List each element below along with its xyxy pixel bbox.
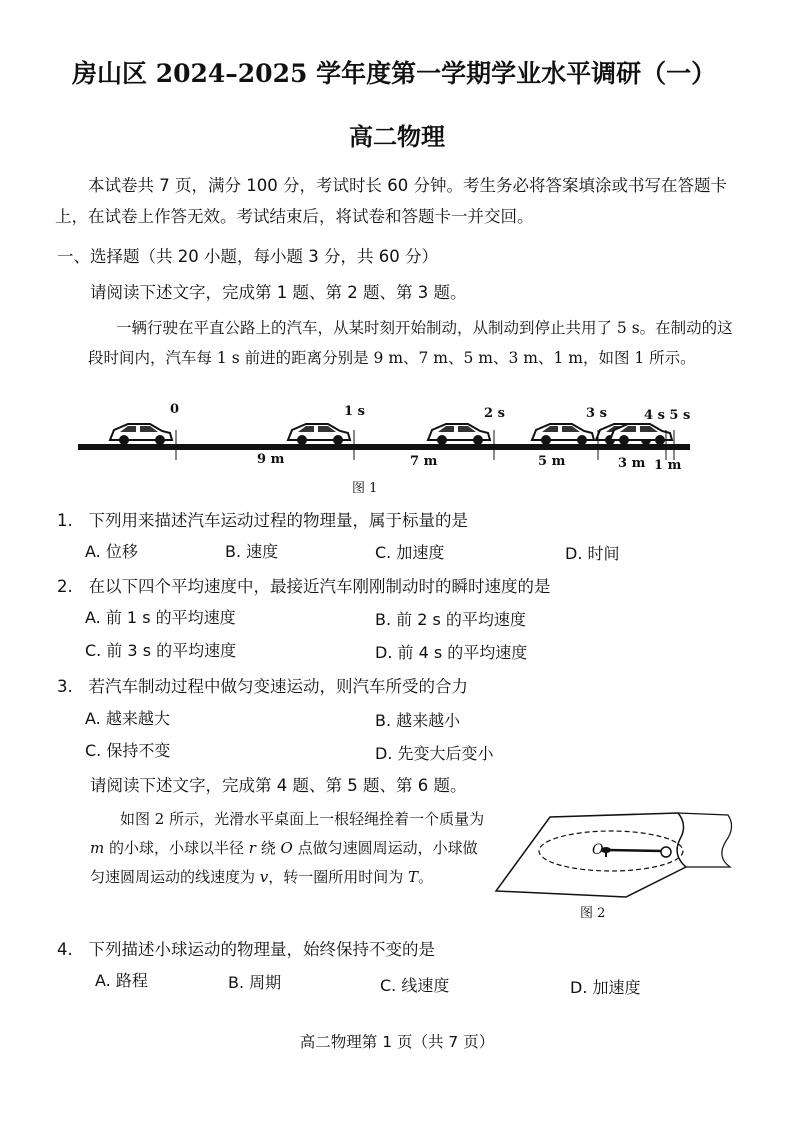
figure-2-diagram <box>488 805 738 900</box>
exam-title: 房山区 2024–2025 学年度第一学期学业水平调研（一） <box>72 59 717 88</box>
passage-1: 一辆行驶在平直公路上的汽车，从某时刻开始制动，从制动到停止共用了 5 s。在制动的这段时间内，汽车每 1 s 前进的距离分别是 9 m、7 m、5 m、3 m、1 m，如图 1 所示。 <box>88 319 733 367</box>
question-stem: 若汽车制动过程中做匀变速运动，则汽车所受的合力 <box>88 677 468 696</box>
car-3-icon <box>532 424 594 445</box>
ball <box>661 847 671 857</box>
var-T: T <box>408 868 419 886</box>
question-2 <box>57 573 551 597</box>
question-number: 1. <box>57 511 73 530</box>
passage-2 <box>90 805 490 892</box>
figure-2-caption: 图 2 <box>580 906 606 921</box>
exam-instructions: 本试卷共 7 页，满分 100 分，考试时长 60 分钟。考生务必将答案填涂或书写在答题卡上，在试卷上作答无效。考试结束后，将试卷和答题卡一并交回。 <box>55 176 727 226</box>
option-2d[interactable]: D. 前 4 s 的平均速度 <box>375 643 528 662</box>
question-number: 3. <box>57 677 73 696</box>
option-1d[interactable]: D. 时间 <box>565 544 620 563</box>
var-v: v <box>259 868 269 886</box>
option-4b[interactable]: B. 周期 <box>228 973 282 992</box>
figure-1-caption: 图 1 <box>352 481 378 496</box>
fig1-distance-label-5: 1 m <box>654 458 682 473</box>
reading-instruction-1: 请阅读下述文字，完成第 1 题、第 2 题、第 3 题。 <box>90 283 467 302</box>
question-number: 2. <box>57 577 73 596</box>
option-1c[interactable]: C. 加速度 <box>375 543 445 562</box>
car-1-icon <box>288 424 350 445</box>
passage-2-text: ，转一圈所用时间为 <box>268 868 409 886</box>
question-3 <box>57 673 468 697</box>
exam-subject: 高二物理 <box>349 122 445 151</box>
car-5-icon <box>610 424 672 445</box>
option-4c[interactable]: C. 线速度 <box>380 976 450 995</box>
fig1-time-label-2: 2 s <box>484 406 505 421</box>
option-1b[interactable]: B. 速度 <box>225 542 279 561</box>
question-1 <box>57 507 468 531</box>
table-edge <box>678 813 732 867</box>
var-m: m <box>90 839 105 857</box>
option-2c[interactable]: C. 前 3 s 的平均速度 <box>85 641 237 660</box>
car-0-icon <box>110 424 172 445</box>
option-2b[interactable]: B. 前 2 s 的平均速度 <box>375 610 526 629</box>
fig1-time-label-3: 3 s <box>586 406 607 421</box>
passage-2-text: 。 <box>418 868 434 886</box>
fig1-distance-label-3: 5 m <box>538 454 566 469</box>
fig1-time-label-1: 1 s <box>344 404 365 419</box>
option-1a[interactable]: A. 位移 <box>85 542 138 561</box>
question-stem: 下列用来描述汽车运动过程的物理量，属于标量的是 <box>88 511 468 530</box>
passage-2-text: 的小球，小球以半径 <box>104 839 249 857</box>
fig1-distance-label-4: 3 m <box>618 456 646 471</box>
passage-2-text: 点做匀速圆周运动，小球做匀速圆周运动的线速度为 <box>90 839 478 886</box>
fig1-time-label-0: 0 <box>170 402 180 417</box>
question-stem: 在以下四个平均速度中，最接近汽车刚刚制动时的瞬时速度的是 <box>88 577 551 596</box>
var-O: O <box>280 839 293 857</box>
option-4d[interactable]: D. 加速度 <box>570 978 641 997</box>
option-3a[interactable]: A. 越来越大 <box>85 709 170 728</box>
road-line <box>78 444 690 450</box>
car-2-icon <box>428 424 490 445</box>
option-2a[interactable]: A. 前 1 s 的平均速度 <box>85 608 236 627</box>
section-heading: 一、选择题（共 20 小题，每小题 3 分，共 60 分） <box>57 247 438 266</box>
option-3d[interactable]: D. 先变大后变小 <box>375 744 494 763</box>
rope <box>606 850 662 851</box>
fig1-distance-label-1: 9 m <box>257 452 285 467</box>
var-r: r <box>248 839 256 857</box>
reading-instruction-2: 请阅读下述文字，完成第 4 题、第 5 题、第 6 题。 <box>90 776 467 795</box>
table-top <box>496 813 686 897</box>
option-3c[interactable]: C. 保持不变 <box>85 741 171 760</box>
question-4 <box>57 936 435 960</box>
fig1-time-label-4-5: 4 s 5 s <box>644 408 691 423</box>
fig2-point-O: O <box>592 842 604 858</box>
question-stem: 下列描述小球运动的物理量，始终保持不变的是 <box>88 940 435 959</box>
page-footer: 高二物理第 1 页（共 7 页） <box>299 1033 495 1051</box>
passage-2-text: 绕 <box>255 839 281 857</box>
question-number: 4. <box>57 940 73 959</box>
fig1-distance-label-2: 7 m <box>410 454 438 469</box>
option-4a[interactable]: A. 路程 <box>95 971 148 990</box>
option-3b[interactable]: B. 越来越小 <box>375 711 461 730</box>
passage-2-text: 如图 2 所示，光滑水平桌面上一根轻绳拴着一个质量为 <box>120 810 485 828</box>
